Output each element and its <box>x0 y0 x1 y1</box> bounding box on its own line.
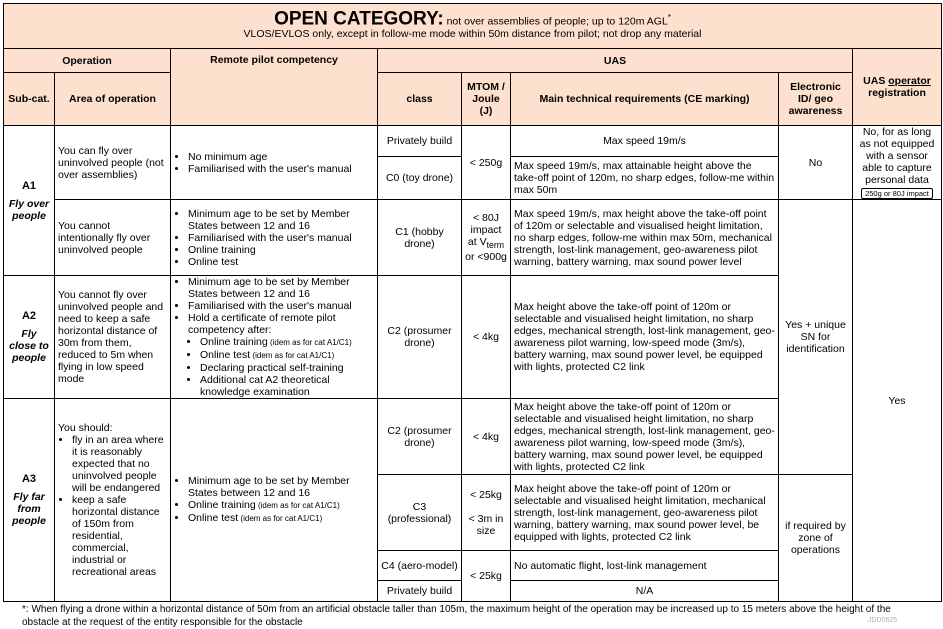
header-registration <box>853 49 942 126</box>
a3-mtom-c3-weight: < 25kg <box>470 488 502 501</box>
a2-pilot-sub-item: • Declaring practical self-training <box>200 362 374 374</box>
subcat-a3-code: A3 <box>21 473 37 485</box>
category-banner <box>4 4 942 49</box>
a1-mtom-c1-main: < 80J impact at V <box>467 211 502 248</box>
open-category-table <box>3 3 942 602</box>
a1-class-c1: C1 (hobby drone) <box>378 200 462 276</box>
subcat-a3-desc: Fly far from people <box>12 491 46 527</box>
a1-pilot-1-item: • Familiarised with the user's manual <box>188 163 374 175</box>
a3-area-intro: You should: <box>58 422 113 434</box>
a3-mtom-c2: < 4kg <box>462 399 511 475</box>
subcat-a1 <box>4 126 55 276</box>
a2-pilot-sub-item <box>200 349 374 362</box>
a3-area-item: • fly in an area where it is reasonably expected that no uninvolved people will be endangered <box>72 434 167 494</box>
a1-tech-c0: Max speed 19m/s, max attainable height above the take-off point of 120m, no sharp edges, follow-me within max 50m <box>511 156 779 199</box>
header-tech: Main technical requirements (CE marking) <box>511 73 779 126</box>
a3-mtom-c3-size: < 3m in size <box>468 512 504 537</box>
subcat-a2-desc: Fly close to people <box>9 328 49 364</box>
header-registration-prefix: UAS <box>863 75 889 87</box>
a1-pilot-2-item: • Online training <box>188 244 374 256</box>
banner-subtitle: VLOS/EVLOS only, except in follow-me mode within 50m distance from pilot; not drop any material <box>243 27 702 40</box>
a1-mtom-c1 <box>462 200 511 276</box>
a1-pilot-1 <box>171 126 378 200</box>
banner-title-rest: not over assemblies of people; up to 120m AGL <box>443 15 668 28</box>
regulation-table-sheet <box>3 3 942 602</box>
a1-pilot-2-item: • Familiarised with the user's manual <box>188 232 374 244</box>
a2-pilot <box>171 276 378 399</box>
a3-class-privately-build: Privately build <box>378 581 462 602</box>
a1-area-1: You can fly over uninvolved people (not over assemblies) <box>55 126 171 200</box>
footnote: *: When flying a drone within a horizontal distance of 50m from an artificial obstacle taller than 105m, the maximum height of the operation may be increased up to 15 meters above the height of the obstacle at the request of the entity responsible for the obstacle <box>22 604 891 628</box>
subcat-a1-code: A1 <box>21 179 37 192</box>
a1-class-c0: C0 (toy drone) <box>378 156 462 199</box>
header-mtom: MTOM / Joule (J) <box>462 73 511 126</box>
a1-tech-privately-build: Max speed 19m/s <box>511 126 779 157</box>
a2-mtom: < 4kg <box>462 276 511 399</box>
a3-tech-c4: No automatic flight, lost-link management <box>511 551 779 581</box>
a3-class-c2: C2 (prosumer drone) <box>378 399 462 475</box>
a2-pilot-sub-item-note: (idem as for cat A1/C1) <box>267 338 352 347</box>
a1-pilot-2-item: • Minimum age to be set by Member States between 12 and 16 <box>188 208 374 232</box>
a3-registration: Yes <box>853 200 942 602</box>
header-area: Area of operation <box>55 73 171 126</box>
a1-class-privately-build: Privately build <box>378 126 462 157</box>
a1-area-2: You cannot intentionally fly over uninvolved people <box>55 200 171 276</box>
a1-eid: No <box>779 126 853 200</box>
a3-pilot-item: • Minimum age to be set by Member States between 12 and 16 <box>188 475 374 499</box>
a3-area-item: • keep a safe horizontal distance of 150m from residential, commercial, industrial or recreational areas <box>72 494 167 578</box>
a3-pilot-item-text: Online training <box>188 499 256 511</box>
a2-pilot-sub-item-text: Online training <box>200 336 268 348</box>
a2-pilot-item: • Minimum age to be set by Member States between 12 and 16 <box>188 276 374 300</box>
banner-title-bold: OPEN CATEGORY: <box>274 8 444 30</box>
a3-pilot-item-note: (idem as for cat A1/C1) <box>238 514 323 523</box>
a1-mtom-c1-sub: term <box>486 240 505 251</box>
a1-pilot-2 <box>171 200 378 276</box>
a3-mtom-c4: < 25kg <box>462 551 511 602</box>
header-uas: UAS <box>378 49 853 73</box>
a3-tech-privately-build: N/A <box>511 581 779 602</box>
header-sub-cat: Sub-cat. <box>4 73 55 126</box>
a2-pilot-sub-item <box>200 336 374 349</box>
a3-pilot-item-text: Online test <box>188 512 239 524</box>
a3-eid: if required by zone of operations <box>779 475 853 602</box>
a2-pilot-certificate: Hold a certificate of remote pilot competency after: <box>188 312 336 336</box>
a2-pilot-sub-item-text: Online test <box>200 349 251 361</box>
a1-pilot-1-item: • No minimum age <box>188 151 374 163</box>
a3-mtom-c3 <box>462 475 511 551</box>
a3-pilot-item-note: (idem as for cat A1/C1) <box>255 501 340 510</box>
a1-registration-note: 250g or 80J impact <box>861 188 933 199</box>
a1-pilot-2-item: • Online test <box>188 256 374 268</box>
a3-pilot <box>171 399 378 602</box>
a2-class: C2 (prosumer drone) <box>378 276 462 399</box>
a3-pilot-item <box>188 499 374 512</box>
a2-tech: Max height above the take-off point of 120m or selectable and visualised height limitation, no sharp edges, mechanical strength, lost-link management, geo-awareness pilot warning, low-speed mode (3m/s), battery warning, max sound power level, be equipped with lights, protected C2 link <box>511 276 779 399</box>
subcat-a3 <box>4 399 55 602</box>
a3-class-c3: C3 (professional) <box>378 475 462 551</box>
header-operation: Operation <box>4 49 171 73</box>
subcat-a1-desc: Fly over people <box>8 197 50 222</box>
a1-registration <box>853 126 942 200</box>
a1-mtom-c0: < 250g <box>462 126 511 200</box>
subcat-a2 <box>4 276 55 399</box>
header-remote-pilot: Remote pilot competency <box>171 49 378 126</box>
a2-area: You cannot fly over uninvolved people and need to keep a safe horizontal distance of 30m from them, reduced to 5m when flying in low speed mode <box>55 276 171 399</box>
a2-pilot-sub-item-note: (idem as for cat A1/C1) <box>250 351 335 360</box>
header-registration-suffix: registration <box>868 87 926 99</box>
banner-footnote-mark: * <box>667 13 671 23</box>
document-watermark: JDD0625 <box>868 617 898 624</box>
a2-eid: Yes + unique SN for identification <box>779 200 853 475</box>
a3-class-c4: C4 (aero-model) <box>378 551 462 581</box>
a3-area <box>55 399 171 602</box>
header-registration-underlined: operator <box>888 75 931 87</box>
a1-registration-text: No, for as long as not equipped with a sensor able to capture personal data <box>859 126 935 186</box>
a1-tech-c1: Max speed 19m/s, max height above the take-off point of 120m or selectable and visualised height limitation, no sharp edges, follow-me within max 50m, mechanical strength, lost-link management, geo-awareness pilot warning, battery warning, max sound power level <box>511 200 779 276</box>
a2-pilot-item <box>188 312 374 398</box>
header-class: class <box>378 73 462 126</box>
a1-mtom-c1-tail: or <900g <box>465 251 507 264</box>
header-eid: Electronic ID/ geo awareness <box>779 73 853 126</box>
subcat-a2-code: A2 <box>21 310 37 322</box>
a2-pilot-sub-item: • Additional cat A2 theoretical knowledge examination <box>200 374 374 398</box>
a2-pilot-item: • Familiarised with the user's manual <box>188 300 374 312</box>
a3-pilot-item <box>188 512 374 525</box>
a3-tech-c2: Max height above the take-off point of 120m or selectable and visualised height limitation, no sharp edges, mechanical strength, lost-link management, geo-awareness pilot warning, low-speed mode (3m/s), battery warning, max sound power level, be equipped with lights, protected C2 link <box>511 399 779 475</box>
a3-tech-c3: Max height above the take-off point of 120m or selectable and visualised height limitation, mechanical strength, lost-link management, geo-awareness pilot warning, battery warning, max sound power level, be equipped with lights, protected C2 link <box>511 475 779 551</box>
